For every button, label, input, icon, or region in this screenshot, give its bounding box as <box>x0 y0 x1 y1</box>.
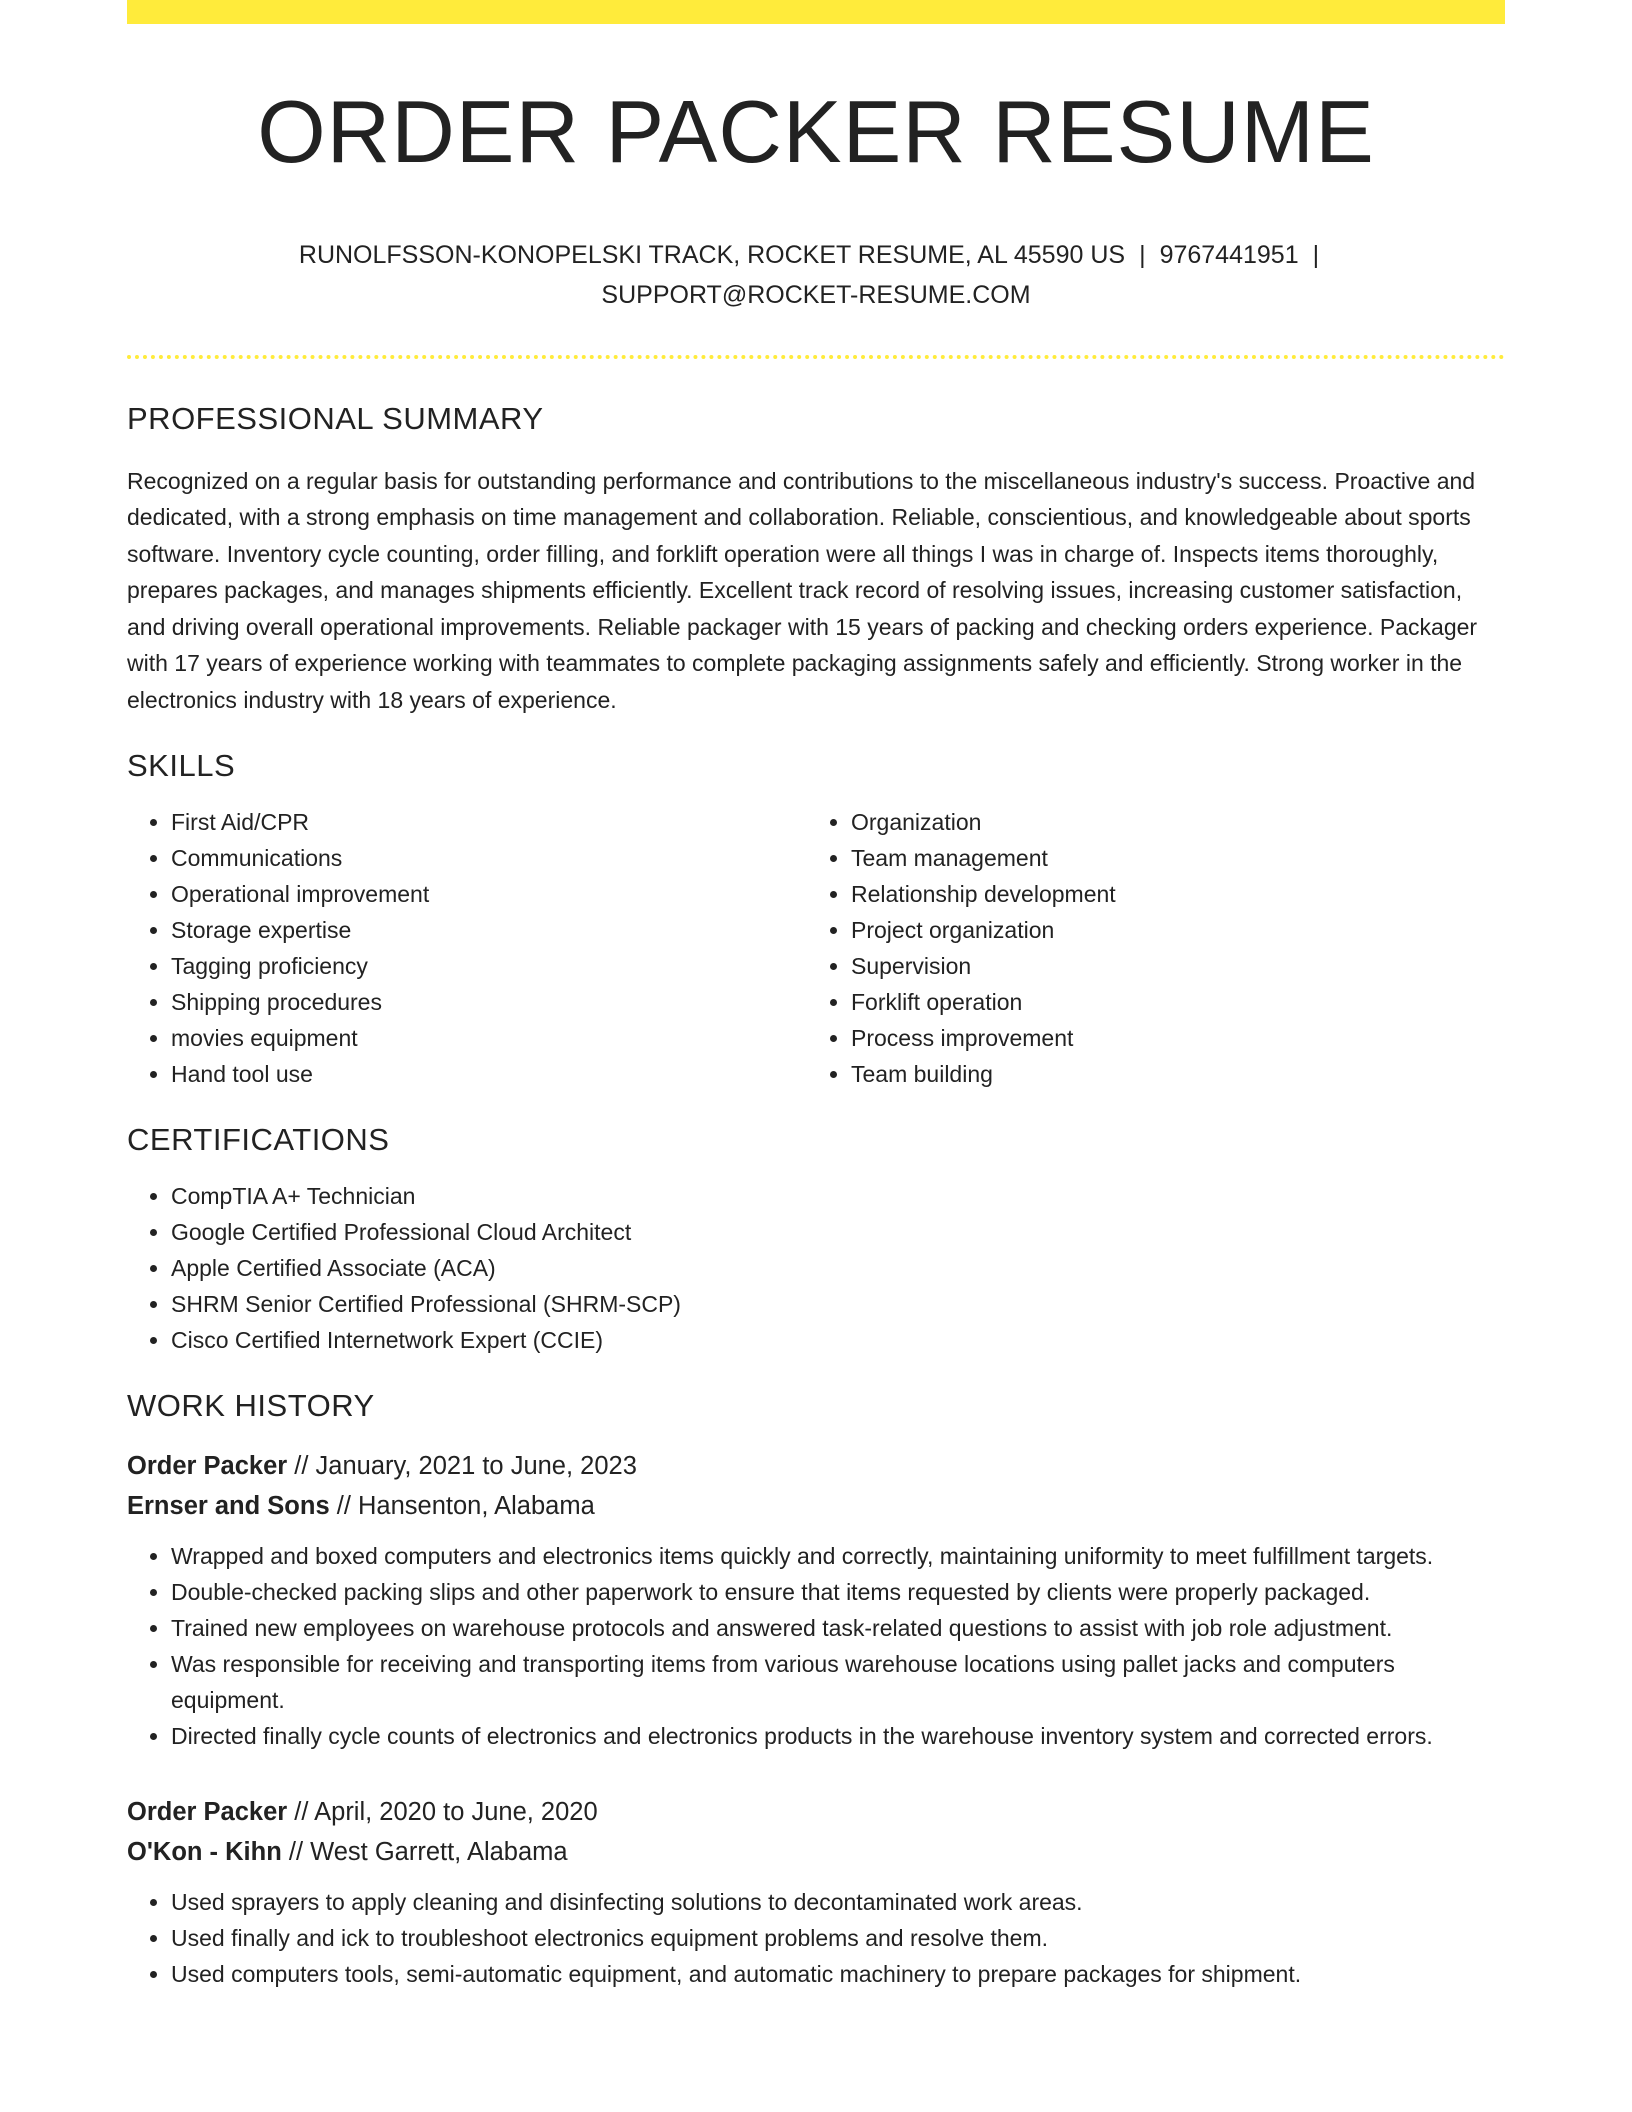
job-separator: // <box>281 1838 311 1867</box>
job-entry <box>127 1792 1505 1992</box>
summary-heading: PROFESSIONAL SUMMARY <box>127 400 544 436</box>
job-duties-list <box>127 1884 1505 1992</box>
job-separator: // <box>287 1798 315 1827</box>
job-location: West Garrett, Alabama <box>310 1838 568 1867</box>
skill-item: • Operational improvement <box>171 876 807 912</box>
job-entry <box>127 1446 1505 1754</box>
job-duty: • Was responsible for receiving and transporting items from various warehouse locations using pallet jacks and computers equipment. <box>171 1646 1505 1718</box>
contact-email: SUPPORT@ROCKET-RESUME.COM <box>601 280 1031 309</box>
skill-item: • Process improvement <box>851 1020 1487 1056</box>
skill-item: • Team building <box>851 1056 1487 1092</box>
job-duty: • Double-checked packing slips and other paperwork to ensure that items requested by clients were properly packaged. <box>171 1574 1505 1610</box>
header-divider <box>127 355 1505 359</box>
contact-phone: 9767441951 <box>1159 240 1299 269</box>
job-separator: // <box>329 1492 358 1521</box>
job-company-line <box>127 1832 1505 1872</box>
contact-separator: | <box>1312 240 1320 269</box>
job-duty: • Trained new employees on warehouse protocols and answered task-related questions to assist with job role adjustment. <box>171 1610 1505 1646</box>
skills-grid <box>127 804 1505 1092</box>
job-duty: • Used finally and ick to troubleshoot electronics equipment problems and resolve them. <box>171 1920 1505 1956</box>
job-company: Ernser and Sons <box>127 1492 330 1521</box>
certification-item: • SHRM Senior Certified Professional (SHRM-SCP) <box>171 1286 1505 1322</box>
skill-item: • Hand tool use <box>171 1056 807 1092</box>
certifications-section <box>127 1122 1505 1358</box>
skills-heading: SKILLS <box>127 748 236 784</box>
job-dates: April, 2020 to June, 2020 <box>314 1798 598 1827</box>
skill-item: • Tagging proficiency <box>171 948 807 984</box>
job-company-line <box>127 1486 1505 1526</box>
resume-page <box>127 0 1505 1992</box>
job-duty: • Used computers tools, semi-automatic equipment, and automatic machinery to prepare packages for shipment. <box>171 1956 1505 1992</box>
skill-item: • Team management <box>851 840 1487 876</box>
contact-address: RUNOLFSSON-KONOPELSKI TRACK, ROCKET RESUME, AL 45590 US <box>298 240 1126 269</box>
job-duties-list <box>127 1538 1505 1754</box>
summary-text: Recognized on a regular basis for outstanding performance and contributions to the miscellaneous industry's success. Proactive and dedicated, with a strong emphasis on time management and collaboration. Reliable, conscientious, and knowledgeable about sports software. Inventory cycle counting, order filling, and forklift operation were all things I was in charge of. Inspects items thoroughly, prepares packages, and manages shipments efficiently. Excellent track record of resolving issues, increasing customer satisfaction, and driving overall operational improvements. Reliable packager with 15 years of packing and checking orders experience. Packager with 17 years of experience working with teammates to complete packaging assignments safely and efficiently. Strong worker in the electronics industry with 18 years of experience. <box>127 467 1478 713</box>
skill-item: • movies equipment <box>171 1020 807 1056</box>
job-location: Hansenton, Alabama <box>358 1492 595 1521</box>
certifications-list <box>127 1178 1505 1358</box>
resume-title: ORDER PACKER RESUME <box>257 82 1375 181</box>
job-title-line <box>127 1792 1505 1832</box>
work-history-section <box>127 1388 1505 1992</box>
skill-item: • Storage expertise <box>171 912 807 948</box>
job-dates: January, 2021 to June, 2023 <box>315 1452 637 1481</box>
certification-item: • Google Certified Professional Cloud Architect <box>171 1214 1505 1250</box>
contact-info <box>127 235 1505 315</box>
job-title: Order Packer <box>127 1452 288 1481</box>
job-company: O'Kon - Kihn <box>127 1838 282 1867</box>
accent-top-bar <box>127 0 1505 24</box>
skill-item: • Shipping procedures <box>171 984 807 1020</box>
skill-item: • Organization <box>851 804 1487 840</box>
skill-item: • Project organization <box>851 912 1487 948</box>
job-title: Order Packer <box>127 1798 288 1827</box>
skills-section <box>127 748 1505 1092</box>
certification-item: • Cisco Certified Internetwork Expert (CCIE) <box>171 1322 1505 1358</box>
skill-item: • Communications <box>171 840 807 876</box>
certifications-heading: CERTIFICATIONS <box>127 1122 390 1158</box>
skill-item: • Forklift operation <box>851 984 1487 1020</box>
certification-item: • Apple Certified Associate (ACA) <box>171 1250 1505 1286</box>
job-duty: • Used sprayers to apply cleaning and disinfecting solutions to decontaminated work areas. <box>171 1884 1505 1920</box>
work-history-heading: WORK HISTORY <box>127 1388 375 1424</box>
skill-item: • Supervision <box>851 948 1487 984</box>
job-title-line <box>127 1446 1505 1486</box>
summary-section <box>127 401 1505 719</box>
job-separator: // <box>287 1452 316 1481</box>
skills-list-right <box>807 804 1487 1092</box>
job-duty: • Directed finally cycle counts of electronics and electronics products in the warehouse inventory system and corrected errors. <box>171 1718 1505 1754</box>
job-duty: • Wrapped and boxed computers and electronics items quickly and correctly, maintaining uniformity to meet fulfillment targets. <box>171 1538 1505 1574</box>
skill-item: • Relationship development <box>851 876 1487 912</box>
certification-item: • CompTIA A+ Technician <box>171 1178 1505 1214</box>
contact-separator: | <box>1139 240 1146 269</box>
skill-item: • First Aid/CPR <box>171 804 807 840</box>
skills-list-left <box>127 804 807 1092</box>
